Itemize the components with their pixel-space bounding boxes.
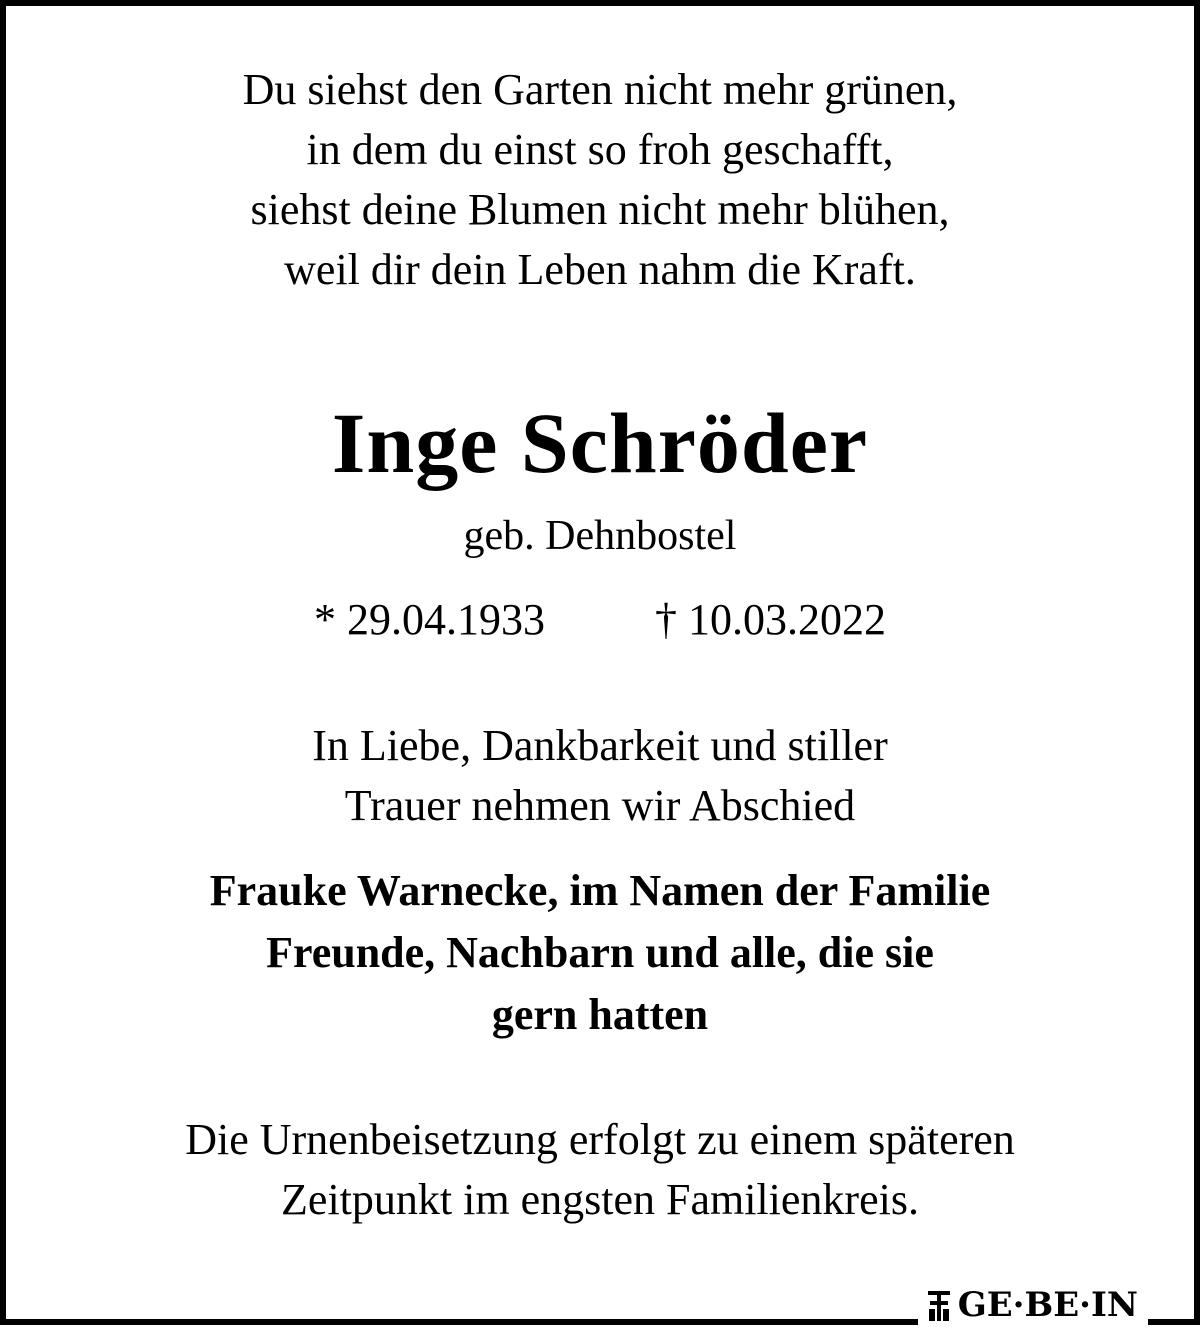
burial-notice xyxy=(0,1110,1200,1230)
farewell-message xyxy=(0,716,1200,836)
life-dates xyxy=(0,590,1200,650)
deceased-name: Inge Schröder xyxy=(331,395,869,491)
mourners-line: gern hatten xyxy=(491,990,709,1039)
message-line: Trauer nehmen wir Abschied xyxy=(344,781,856,830)
poem-line: weil dir dein Leben nahm die Kraft. xyxy=(284,245,916,294)
poem-line: Du siehst den Garten nicht mehr grünen, xyxy=(242,65,958,114)
maiden-name: geb. Dehnbostel xyxy=(463,513,737,559)
mourners-line: Freunde, Nachbarn und alle, die sie xyxy=(266,928,934,977)
logo-text: GE·BE·IN xyxy=(957,1285,1138,1325)
mourners-line: Frauke Warnecke, im Namen der Familie xyxy=(209,866,991,915)
poem xyxy=(0,60,1200,300)
burial-line: Zeitpunkt im engsten Familienkreis. xyxy=(281,1175,919,1224)
mourners xyxy=(0,860,1200,1046)
burial-line: Die Urnenbeisetzung erfolgt zu einem späteren xyxy=(185,1115,1015,1164)
gebein-logo-icon xyxy=(926,1287,952,1323)
poem-line: in dem du einst so froh geschafft, xyxy=(306,125,894,174)
message-line: In Liebe, Dankbarkeit und stiller xyxy=(312,721,888,770)
death-date: † 10.03.2022 xyxy=(655,595,886,644)
birth-date: * 29.04.1933 xyxy=(314,595,545,644)
gebein-logo xyxy=(918,1285,1148,1325)
poem-line: siehst deine Blumen nicht mehr blühen, xyxy=(250,185,950,234)
